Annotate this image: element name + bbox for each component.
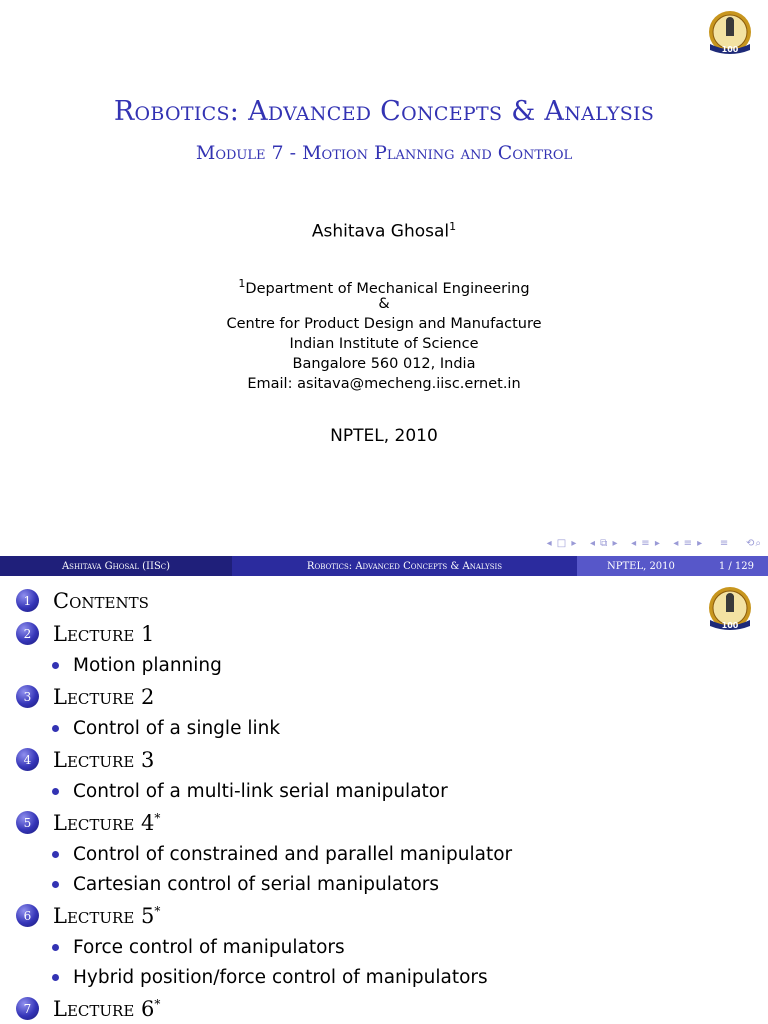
- section-number-ball: 5: [16, 811, 39, 834]
- toc-subsection-item[interactable]: Control of constrained and parallel manipulator: [16, 839, 706, 869]
- nav-subsection-icon: ◂ ⧉ ▸: [589, 538, 619, 549]
- bullet-icon: [52, 851, 59, 858]
- presentation-date: NPTEL, 2010: [330, 426, 438, 446]
- toc-section-lecture-1[interactable]: [16, 617, 706, 650]
- section-number-ball: 2: [16, 622, 39, 645]
- toc-subsection-item[interactable]: Control of a multi-link serial manipulator: [16, 776, 706, 806]
- affiliation-block: [0, 274, 768, 394]
- toc-section-label: Lecture 2: [53, 684, 155, 709]
- footer-author: Ashitava Ghosal (IISc): [0, 556, 232, 576]
- iisc-seal-icon: [706, 10, 754, 58]
- author-name: Ashitava Ghosal$^1$: [311, 220, 457, 242]
- affiliation-line: $^1$Department of Mechanical Engineering: [238, 277, 530, 297]
- footer-title: Robotics: Advanced Concepts & Analysis: [232, 556, 577, 576]
- table-of-contents: [16, 584, 706, 1024]
- nav-search-icon: ⟲⌕: [746, 538, 762, 549]
- toc-section-lecture-4[interactable]: [16, 806, 706, 839]
- presentation-subtitle: Module 7 - Motion Planning and Control: [195, 142, 573, 164]
- toc-section-label: Lecture 5*: [53, 903, 161, 928]
- toc-subsection-item[interactable]: Cartesian control of serial manipulators: [16, 869, 706, 899]
- presentation-title: Robotics: Advanced Concepts & Analysis: [113, 96, 655, 127]
- iisc-logo: [706, 586, 754, 634]
- affiliation-line: Centre for Product Design and Manufacture: [226, 316, 542, 332]
- toc-section-contents[interactable]: [16, 584, 706, 617]
- bullet-icon: [52, 725, 59, 732]
- section-number-ball: 3: [16, 685, 39, 708]
- toc-subsection-item[interactable]: Control of a single link: [16, 713, 706, 743]
- nav-frame-back-icon: ◂ □ ▸: [546, 538, 578, 549]
- section-number-ball: 1: [16, 589, 39, 612]
- iisc-seal-icon: [706, 586, 754, 634]
- section-number-ball: 4: [16, 748, 39, 771]
- toc-section-lecture-6[interactable]: [16, 992, 706, 1024]
- affiliation-email: Email: asitava@mecheng.iisc.ernet.in: [247, 376, 521, 392]
- author-footnote-mark: 1: [449, 220, 457, 233]
- bullet-icon: [52, 662, 59, 669]
- footer-page-number: 1 / 129: [718, 560, 754, 572]
- bullet-icon: [52, 788, 59, 795]
- toc-section-label: Lecture 1: [53, 621, 155, 646]
- toc-section-lecture-3[interactable]: [16, 743, 706, 776]
- nav-section-fwd-icon: ◂ ≡ ▸: [673, 538, 704, 549]
- bullet-icon: [52, 944, 59, 951]
- toc-section-label: Contents: [53, 588, 149, 613]
- affiliation-line: Indian Institute of Science: [289, 336, 479, 352]
- outline-slide: [0, 576, 768, 1024]
- footer-info: [577, 556, 768, 576]
- footer-date: NPTEL, 2010: [607, 560, 675, 572]
- beamer-navigation-symbols[interactable]: [547, 538, 762, 549]
- svg-text:100: 100: [721, 621, 739, 630]
- toc-section-lecture-5[interactable]: [16, 899, 706, 932]
- svg-text:100: 100: [721, 45, 739, 54]
- affiliation-line: Bangalore 560 012, India: [292, 356, 476, 372]
- toc-section-label: Lecture 6*: [53, 996, 161, 1021]
- toc-section-label: Lecture 3: [53, 747, 155, 772]
- bullet-icon: [52, 881, 59, 888]
- iisc-logo: [706, 10, 754, 58]
- toc-section-label: Lecture 4*: [53, 810, 161, 835]
- section-number-ball: 6: [16, 904, 39, 927]
- nav-toc-icon: ≡: [719, 538, 730, 549]
- nav-section-back-icon: ◂ ≡ ▸: [631, 538, 661, 549]
- toc-subsection-item[interactable]: Motion planning: [16, 650, 706, 680]
- slide-footline: [0, 556, 768, 576]
- section-number-ball: 7: [16, 997, 39, 1020]
- affiliation-line: &: [378, 296, 390, 312]
- toc-subsection-item[interactable]: Hybrid position/force control of manipulators: [16, 962, 706, 992]
- toc-section-lecture-2[interactable]: [16, 680, 706, 713]
- bullet-icon: [52, 974, 59, 981]
- toc-subsection-item[interactable]: Force control of manipulators: [16, 932, 706, 962]
